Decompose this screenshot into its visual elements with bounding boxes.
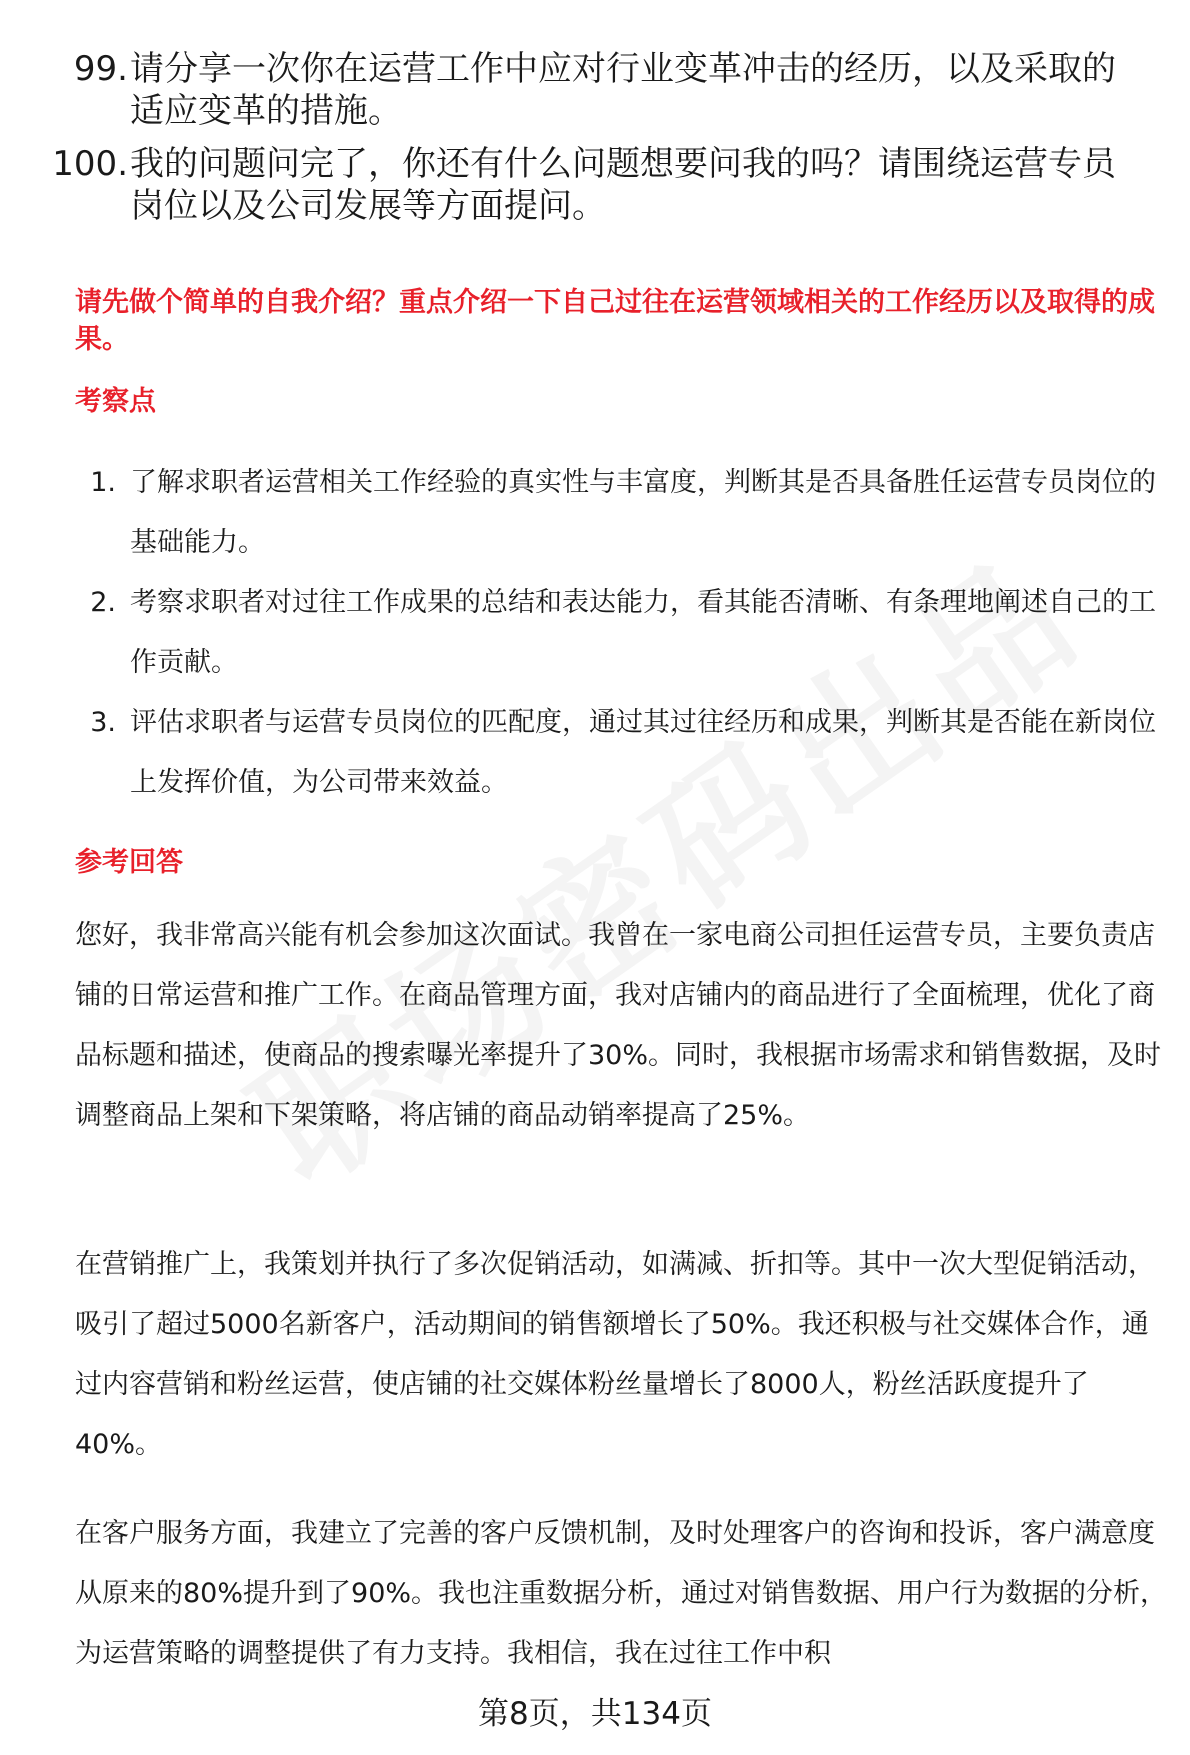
answer-paragraph-3: 在客户服务方面，我建立了完善的客户反馈机制，及时处理客户的咨询和投诉，客户满意度从原来的80%提升到了90%。我也注重数据分析，通过对销售数据、用户行为数据的分析，为运营策略的调整提供了有力支持。我相信，我在过往工作中积 <box>75 1518 1168 1669</box>
main-question-title: 请先做个简单的自我介绍？重点介绍一下自己过往在运营领域相关的工作经历以及取得的成果。 <box>75 287 1155 355</box>
page-footer: 第8页，共134页 <box>478 1696 712 1732</box>
point-number: 3. <box>90 707 116 738</box>
point-text: 评估求职者与运营专员岗位的匹配度，通过其过往经历和成果，判断其是否能在新岗位上发挥价值，为公司带来效益。 <box>130 707 1156 798</box>
point-number: 1. <box>90 467 116 498</box>
answer-paragraph-1: 您好，我非常高兴能有机会参加这次面试。我曾在一家电商公司担任运营专员，主要负责店铺的日常运营和推广工作。在商品管理方面，我对店铺内的商品进行了全面梳理，优化了商品标题和描述，使商品的搜索曝光率提升了30%。同时，我根据市场需求和销售数据，及时调整商品上架和下架策略，将店铺的商品动销率提高了25%。 <box>75 920 1162 1131</box>
question-number: 99. <box>73 49 128 89</box>
point-text: 了解求职者运营相关工作经验的真实性与丰富度，判断其是否具备胜任运营专员岗位的基础能力。 <box>130 467 1156 558</box>
point-text: 考察求职者对过往工作成果的总结和表达能力，看其能否清晰、有条理地阐述自己的工作贡献。 <box>130 587 1156 678</box>
answer-heading: 参考回答 <box>75 847 183 878</box>
assessment-heading: 考察点 <box>75 386 156 417</box>
question-text: 请分享一次你在运营工作中应对行业变革冲击的经历，以及采取的适应变革的措施。 <box>130 49 1116 131</box>
answer-paragraph-2: 在营销推广上，我策划并执行了多次促销活动，如满减、折扣等。其中一次大型促销活动，吸引了超过5000名新客户，活动期间的销售额增长了50%。我还积极与社交媒体合作，通过内容营销和粉丝运营，使店铺的社交媒体粉丝量增长了8000人，粉丝活跃度提升了40%。 <box>75 1249 1155 1460</box>
point-number: 2. <box>90 587 116 618</box>
question-text: 我的问题问完了，你还有什么问题想要问我的吗？请围绕运营专员岗位以及公司发展等方面提问。 <box>130 144 1116 226</box>
question-number: 100. <box>52 144 128 184</box>
